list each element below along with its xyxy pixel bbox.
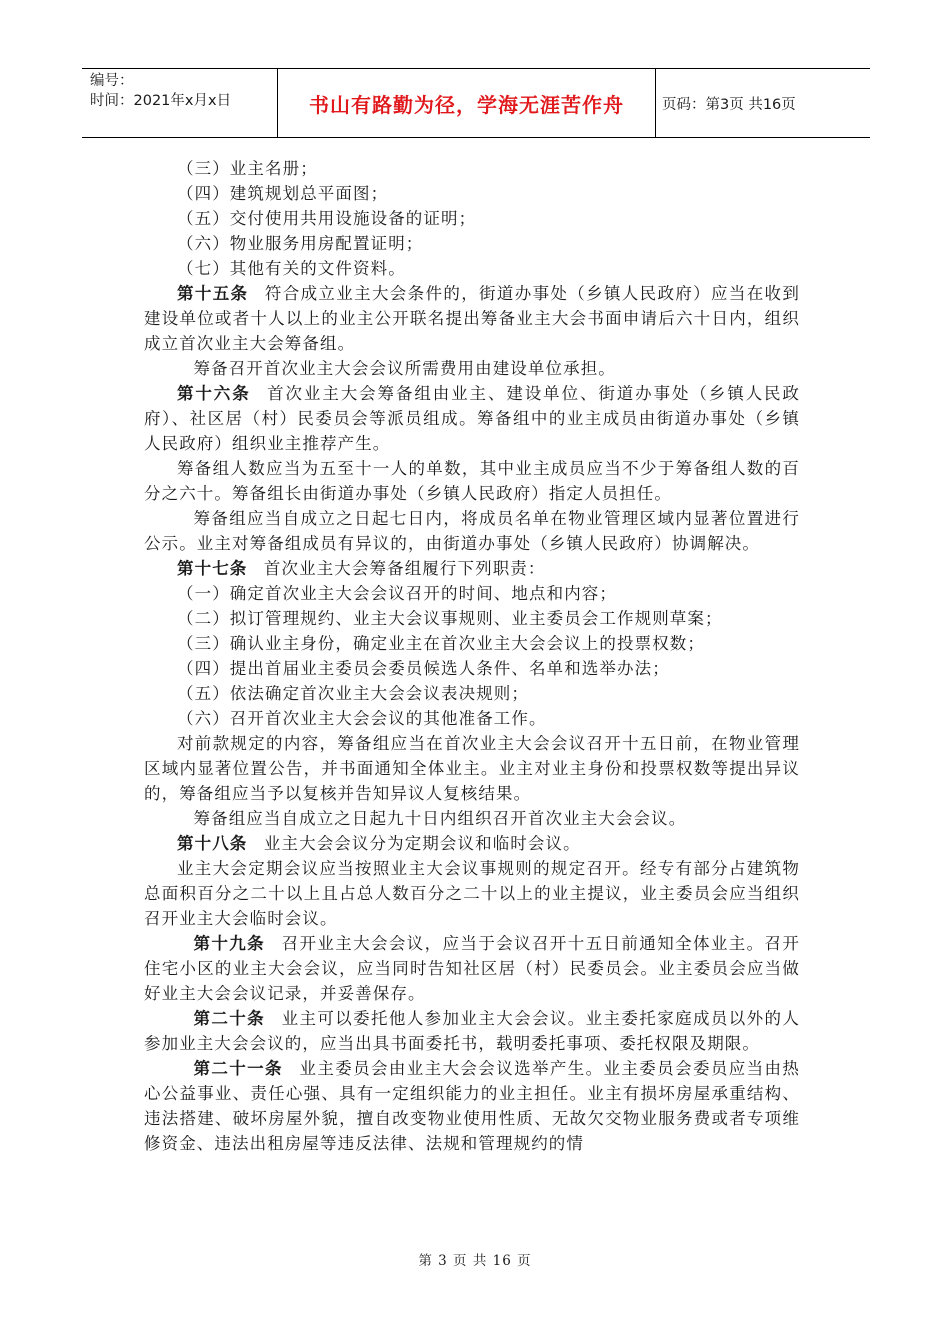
list-item: （一）确定首次业主大会会议召开的时间、地点和内容； xyxy=(177,584,617,603)
paragraph: 筹备组人数应当为五至十一人的单数，其中业主成员应当不少于筹备组人数的百分之六十。筹备组长由街道办事处（乡镇人民政府）指定人员担任。 xyxy=(144,459,800,503)
list-item: （五）交付使用共用设施设备的证明； xyxy=(177,209,477,228)
article-text: 召开业主大会会议，应当于会议召开十五日前通知全体业主。召开住宅小区的业主大会会议，应当同时告知社区居（村）民委员会。业主委员会应当做好业主大会会议记录，并妥善保存。 xyxy=(144,934,801,1003)
article-16 xyxy=(144,381,800,456)
article-text: 符合成立业主大会条件的，街道办事处（乡镇人民政府）应当在收到建设单位或者十人以上的业主公开联名提出筹备业主大会书面申请后六十日内，组织成立首次业主大会筹备组。 xyxy=(144,284,801,353)
header-motto-cell xyxy=(278,69,656,137)
article-17 xyxy=(144,556,800,581)
list-item: （四）建筑规划总平面图； xyxy=(177,184,389,203)
article-20 xyxy=(144,1006,800,1056)
article-title: 第十七条 xyxy=(177,559,248,578)
article-text: 业主大会会议分为定期会议和临时会议。 xyxy=(263,834,581,853)
article-15 xyxy=(144,281,800,356)
list-item: （六）物业服务用房配置证明； xyxy=(177,234,424,253)
paragraph: 筹备召开首次业主大会会议所需费用由建设单位承担。 xyxy=(193,359,616,378)
article-21 xyxy=(144,1056,800,1156)
header-meta xyxy=(82,69,278,137)
serial-number-label: 编号： xyxy=(90,73,134,89)
article-text: 业主可以委托他人参加业主大会会议。业主委托家庭成员以外的人参加业主大会会议的，应当出具书面委托书，载明委托事项、委托权限及期限。 xyxy=(144,1009,801,1053)
article-18 xyxy=(144,831,800,856)
paragraph: 业主大会定期会议应当按照业主大会议事规则的规定召开。经专有部分占建筑物总面积百分之二十以上且占总人数百分之二十以上的业主提议，业主委员会应当组织召开业主大会临时会议。 xyxy=(144,859,800,928)
article-text: 业主委员会由业主大会会议选举产生。业主委员会委员应当由热心公益事业、责任心强、具有一定组织能力的业主担任。业主有损坏房屋承重结构、违法搭建、破坏房屋外貌，擅自改变物业使用性质、无故欠交物业服务费或者专项维修资金、违法出租房屋等违反法律、法规和管理规约的情 xyxy=(144,1059,800,1153)
article-text: 首次业主大会筹备组履行下列职责： xyxy=(263,559,546,578)
header-page-number: 页码：第3页 共16页 xyxy=(662,96,796,113)
page-footer: 第 3 页 共 16 页 xyxy=(418,1253,532,1269)
paragraph: 筹备组应当自成立之日起九十日内组织召开首次业主大会会议。 xyxy=(193,809,687,828)
document-body xyxy=(144,156,800,1156)
list-item: （四）提出首届业主委员会委员候选人条件、名单和选举办法； xyxy=(177,659,670,678)
article-text: 首次业主大会筹备组由业主、建设单位、街道办事处（乡镇人民政府）、社区居（村）民委员会等派员组成。筹备组中的业主成员由街道办事处（乡镇人民政府）组织业主推荐产生。 xyxy=(144,384,801,453)
article-19 xyxy=(144,931,800,1006)
paragraph: 对前款规定的内容，筹备组应当在首次业主大会会议召开十五日前，在物业管理区域内显著位置公告，并书面通知全体业主。业主对业主身份和投票权数等提出异议的，筹备组应当予以复核并告知异议人复核结果。 xyxy=(144,734,800,803)
page-header xyxy=(82,68,870,138)
article-title: 第二十一条 xyxy=(193,1059,283,1078)
article-title: 第十六条 xyxy=(177,384,251,403)
paragraph: 筹备组应当自成立之日起七日内，将成员名单在物业管理区域内显著位置进行公示。业主对筹备组成员有异议的，由街道办事处（乡镇人民政府）协调解决。 xyxy=(144,509,800,553)
article-title: 第十九条 xyxy=(193,934,266,953)
article-title: 第十八条 xyxy=(177,834,248,853)
list-item: （三）确认业主身份，确定业主在首次业主大会会议上的投票权数； xyxy=(177,634,705,653)
list-item: （三）业主名册； xyxy=(177,159,318,178)
list-item: （二）拟订管理规约、业主大会议事规则、业主委员会工作规则草案； xyxy=(177,609,723,628)
article-title: 第十五条 xyxy=(177,284,249,303)
date-label: 时间：2021年x月x日 xyxy=(90,93,232,109)
list-item: （七）其他有关的文件资料。 xyxy=(177,259,406,278)
header-motto: 书山有路勤为径，学海无涯苦作舟 xyxy=(309,92,624,117)
list-item: （五）依法确定首次业主大会会议表决规则； xyxy=(177,684,529,703)
article-title: 第二十条 xyxy=(193,1009,266,1028)
list-item: （六）召开首次业主大会会议的其他准备工作。 xyxy=(177,709,547,728)
